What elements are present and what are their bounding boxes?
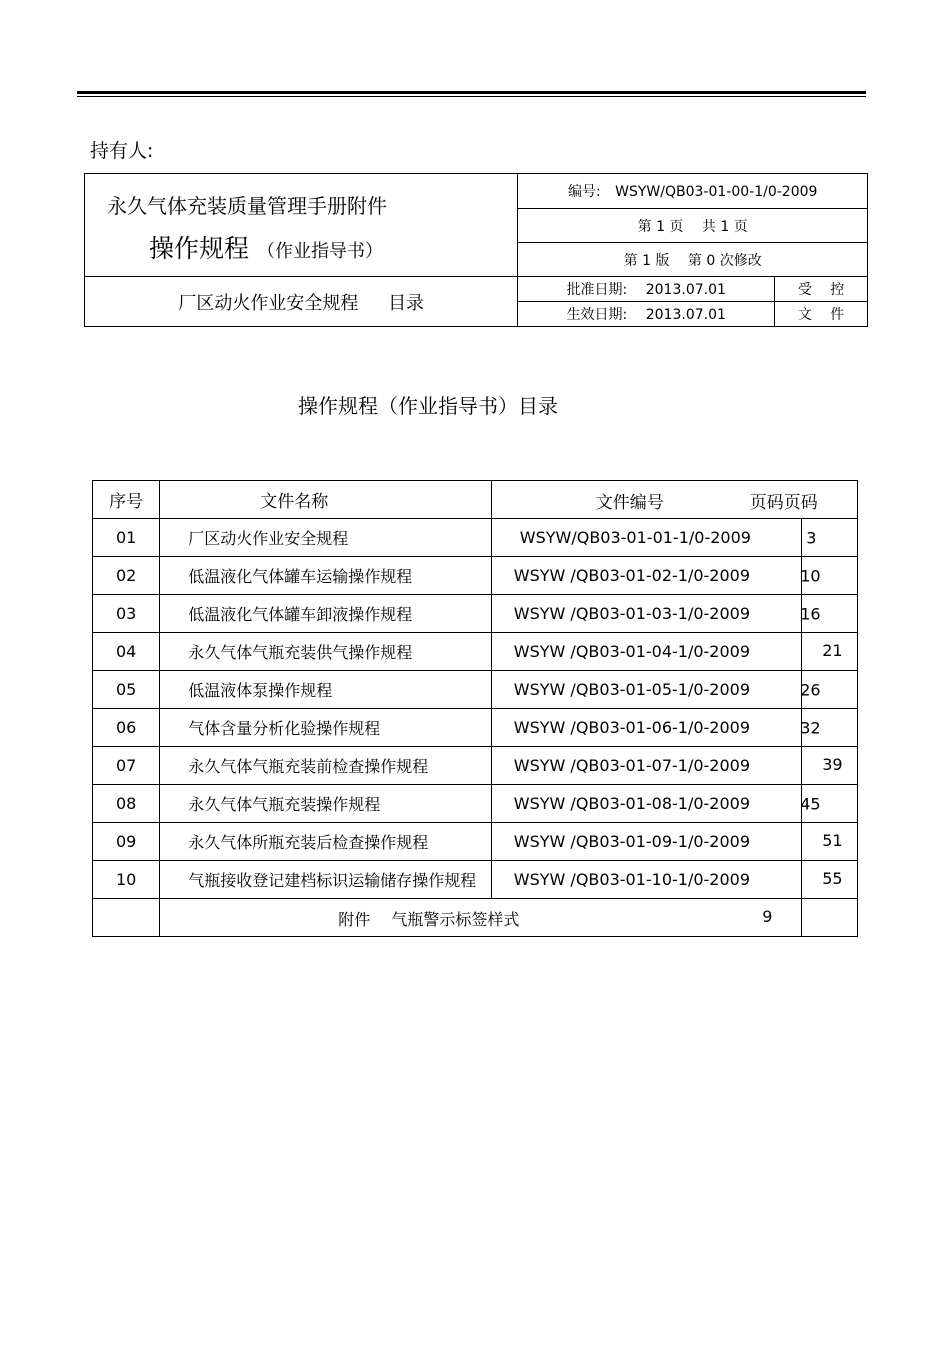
code-cell [518, 174, 868, 209]
version-info: 第 1 版 第 0 次修改 [518, 243, 868, 277]
top-rule-thin [77, 96, 866, 97]
appendix-page: 9 [762, 907, 773, 926]
holder-label: 持有人: [90, 140, 154, 162]
table-row [93, 633, 858, 671]
row-name: 永久气体气瓶充装前检查操作规程 [160, 747, 492, 785]
document-header-table [84, 173, 868, 327]
row-page: 55 [822, 869, 843, 888]
row-name: 低温液化气体罐车卸液操作规程 [160, 595, 492, 633]
col-no-header: 序号 [93, 481, 160, 519]
row-page: 3 [806, 528, 817, 547]
table-row [93, 557, 858, 595]
row-name: 低温液化气体罐车运输操作规程 [160, 557, 492, 595]
doc-name: 厂区动火作业安全规程 [178, 292, 359, 314]
row-code: WSYW /QB03-01-06-1/0-2009 [491, 709, 801, 747]
appendix-row [93, 899, 858, 937]
row-page-cell [802, 747, 858, 785]
appendix-no [93, 899, 160, 937]
row-page-cell [802, 557, 858, 595]
row-page: 21 [822, 641, 843, 660]
appendix-page-cell [802, 899, 858, 937]
doc-type-line [85, 229, 517, 265]
appendix-title: 附件 气瓶警示标签样式 [338, 910, 520, 929]
effective-label: 生效日期: [566, 307, 628, 323]
col-page-header: 页码页码 [749, 493, 818, 513]
doc-name-cell [85, 277, 518, 327]
table-row [93, 671, 858, 709]
row-code: WSYW/QB03-01-01-1/0-2009 [491, 519, 801, 557]
row-page-cell [802, 823, 858, 861]
page-info: 第 1 页 共 1 页 [518, 209, 868, 243]
row-no: 10 [93, 861, 160, 899]
row-code: WSYW /QB03-01-02-1/0-2009 [491, 557, 801, 595]
row-page: 39 [822, 755, 843, 774]
manual-title: 永久气体充装质量管理手册附件 [107, 194, 387, 218]
row-no: 06 [93, 709, 160, 747]
code-value: WSYW/QB03-01-00-1/0-2009 [615, 184, 818, 200]
row-code: WSYW /QB03-01-09-1/0-2009 [491, 823, 801, 861]
col-name-header: 文件名称 [160, 481, 492, 519]
doc-name-suffix: 目录 [388, 292, 425, 314]
row-page-cell [802, 519, 858, 557]
row-no: 01 [93, 519, 160, 557]
effective-date: 2013.07.01 [645, 307, 726, 323]
row-no: 08 [93, 785, 160, 823]
row-page-cell [802, 861, 858, 899]
row-page: 51 [822, 831, 843, 850]
approve-label: 批准日期: [566, 282, 628, 298]
col-code-page-header [491, 481, 857, 519]
row-name: 永久气体所瓶充装后检查操作规程 [160, 823, 492, 861]
effective-cell [518, 302, 775, 327]
toc-title: 操作规程（作业指导书）目录 [298, 394, 558, 418]
row-page: 45 [800, 794, 821, 813]
toc-table [92, 480, 858, 937]
control-bottom: 文 件 [775, 302, 868, 327]
row-code: WSYW /QB03-01-10-1/0-2009 [491, 861, 801, 899]
code-label: 编号: [567, 184, 601, 200]
row-page-cell [802, 671, 858, 709]
row-page: 10 [800, 566, 821, 585]
row-code: WSYW /QB03-01-03-1/0-2009 [491, 595, 801, 633]
toc-header-row [93, 481, 858, 519]
top-rule-thick [77, 91, 866, 94]
header-title-cell [85, 174, 518, 277]
row-name: 气体含量分析化验操作规程 [160, 709, 492, 747]
appendix-cell [160, 899, 802, 937]
row-page: 32 [800, 718, 821, 737]
table-row [93, 709, 858, 747]
row-code: WSYW /QB03-01-07-1/0-2009 [491, 747, 801, 785]
table-row [93, 785, 858, 823]
row-code: WSYW /QB03-01-05-1/0-2009 [491, 671, 801, 709]
table-row [93, 823, 858, 861]
row-page-cell [802, 709, 858, 747]
table-row [93, 747, 858, 785]
row-no: 02 [93, 557, 160, 595]
row-no: 07 [93, 747, 160, 785]
col-code-header: 文件编号 [595, 493, 664, 513]
row-name: 永久气体气瓶充装操作规程 [160, 785, 492, 823]
row-name: 低温液体泵操作规程 [160, 671, 492, 709]
row-page: 16 [800, 604, 821, 623]
row-no: 04 [93, 633, 160, 671]
row-no: 03 [93, 595, 160, 633]
table-row [93, 595, 858, 633]
table-row [93, 519, 858, 557]
table-row [93, 861, 858, 899]
row-code: WSYW /QB03-01-08-1/0-2009 [491, 785, 801, 823]
row-code: WSYW /QB03-01-04-1/0-2009 [491, 633, 801, 671]
row-name: 永久气体气瓶充装供气操作规程 [160, 633, 492, 671]
row-page-cell [802, 633, 858, 671]
row-page: 26 [800, 680, 821, 699]
control-top: 受 控 [775, 277, 868, 302]
row-page-cell [802, 785, 858, 823]
row-no: 09 [93, 823, 160, 861]
row-page-cell [802, 595, 858, 633]
approve-cell [518, 277, 775, 302]
doc-type: 操作规程 [149, 234, 250, 263]
row-name: 气瓶接收登记建档标识运输储存操作规程 [160, 861, 492, 899]
row-no: 05 [93, 671, 160, 709]
row-name: 厂区动火作业安全规程 [160, 519, 492, 557]
doc-type-paren: （作业指导书） [256, 241, 383, 262]
approve-date: 2013.07.01 [645, 282, 726, 298]
